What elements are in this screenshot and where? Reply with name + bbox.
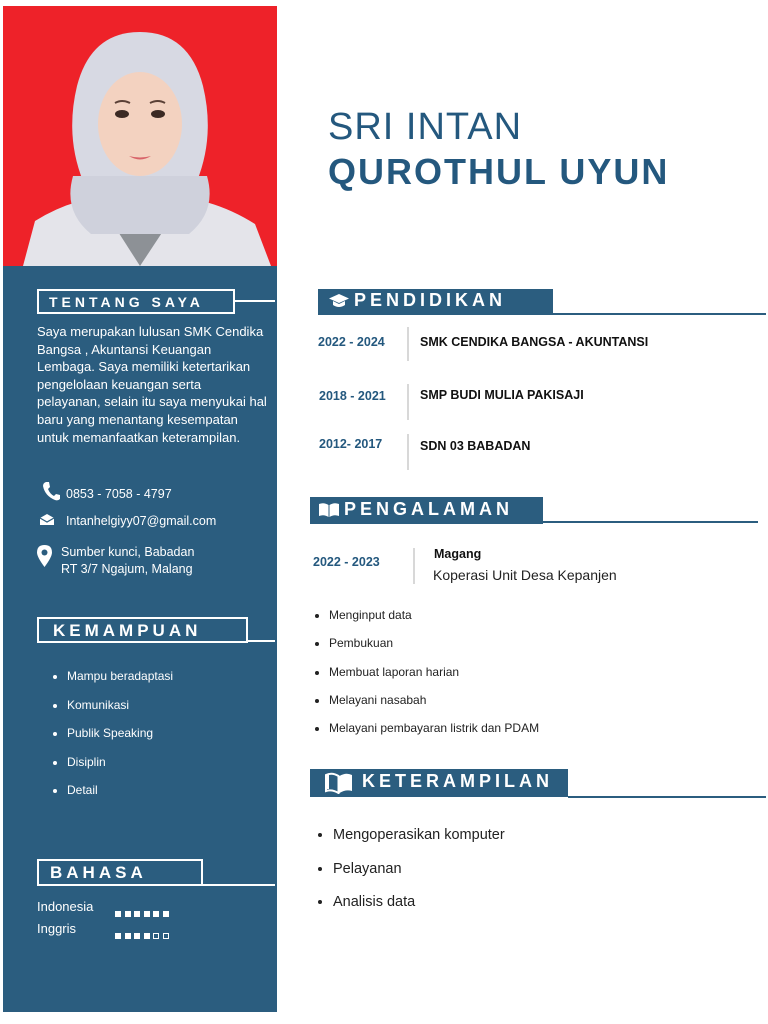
language-name: Inggris <box>37 921 77 936</box>
level-dot <box>115 933 121 939</box>
education-heading-line <box>553 313 766 315</box>
open-book-icon <box>325 772 353 794</box>
phone-icon <box>42 481 60 501</box>
list-item: • Detail <box>67 781 173 810</box>
education-years: 2012- 2017 <box>319 437 383 451</box>
education-years: 2022 - 2024 <box>318 335 385 349</box>
level-dot <box>144 933 150 939</box>
experience-role: Magang <box>434 547 482 561</box>
abilities-title: KEMAMPUAN <box>53 621 202 640</box>
profile-photo <box>3 6 277 266</box>
list-item: • Menginput data <box>329 606 539 634</box>
level-dot <box>134 911 140 917</box>
list-item: • Melayani pembayaran listrik dan PDAM <box>329 719 539 747</box>
education-school: SMP BUDI MULIA PAKISAJI <box>420 388 584 402</box>
language-level-indonesia <box>115 904 172 922</box>
address <box>61 544 194 578</box>
last-name: QUROTHUL UYUN <box>328 151 670 192</box>
list-item: • Disiplin <box>67 753 173 782</box>
level-dot-empty <box>153 933 159 939</box>
graduation-cap-icon <box>328 293 350 309</box>
education-title: PENDIDIKAN <box>354 290 507 310</box>
list-item: • Mengoperasikan komputer <box>333 825 505 859</box>
level-dot <box>153 911 159 917</box>
education-school: SMK CENDIKA BANGSA - AKUNTANSI <box>420 335 649 349</box>
email-address: Intanhelgiyy07@gmail.com <box>66 514 217 528</box>
education-heading <box>318 289 553 315</box>
timeline-divider <box>407 384 409 420</box>
experience-task-list <box>312 606 539 747</box>
language-level-inggris <box>115 926 172 944</box>
education-years: 2018 - 2021 <box>319 389 386 403</box>
experience-heading-line <box>543 521 758 523</box>
list-item: • Melayani nasabah <box>329 691 539 719</box>
experience-title: PENGALAMAN <box>344 499 513 519</box>
email-icon <box>39 513 55 526</box>
about-heading <box>37 289 235 314</box>
language-name: Indonesia <box>37 899 94 914</box>
list-item: • Mampu beradaptasi <box>67 667 173 696</box>
education-school: SDN 03 BABADAN <box>420 439 531 453</box>
level-dot <box>125 911 131 917</box>
level-dot <box>163 911 169 917</box>
first-name: SRI INTAN <box>328 106 523 148</box>
list-item: • Komunikasi <box>67 696 173 725</box>
about-text: Saya merupakan lulusan SMK Cendika Bangsa , Akuntansi Keuangan Lembaga. Saya memiliki ketertarikan pengelolaan keuangan serta pelayanan, selain itu saya menyukai hal baru yang menantang kesempatan untuk memanfaatkan keterampilan. <box>37 324 267 445</box>
phone-number: 0853 - 7058 - 4797 <box>66 487 172 501</box>
timeline-divider <box>413 548 415 584</box>
timeline-divider <box>407 434 409 470</box>
list-item: • Analisis data <box>333 892 505 926</box>
languages-heading-line <box>203 884 275 886</box>
level-dot <box>125 933 131 939</box>
address-line-2: RT 3/7 Ngajum, Malang <box>61 562 193 576</box>
level-dot-empty <box>163 933 169 939</box>
abilities-list <box>50 667 173 810</box>
list-item: • Pembukuan <box>329 634 539 662</box>
experience-heading <box>310 497 543 524</box>
location-pin-icon <box>37 545 52 567</box>
about-title: TENTANG SAYA <box>49 294 204 310</box>
list-item: • Pelayanan <box>333 859 505 893</box>
skills-list <box>316 825 505 926</box>
address-line-1: Sumber kunci, Babadan <box>61 545 195 559</box>
experience-years: 2022 - 2023 <box>313 555 380 569</box>
about-heading-line <box>235 300 275 302</box>
skills-heading-line <box>568 796 766 798</box>
abilities-heading <box>37 617 248 643</box>
list-item: • Publik Speaking <box>67 724 173 753</box>
timeline-divider <box>407 327 409 361</box>
abilities-heading-line <box>248 640 275 642</box>
skills-title: KETERAMPILAN <box>362 771 553 791</box>
languages-heading <box>37 859 203 886</box>
list-item: • Membuat laporan harian <box>329 663 539 691</box>
book-icon <box>318 502 340 518</box>
languages-title: BAHASA <box>50 863 147 882</box>
level-dot <box>144 911 150 917</box>
experience-company: Koperasi Unit Desa Kepanjen <box>433 567 617 583</box>
level-dot <box>115 911 121 917</box>
level-dot <box>134 933 140 939</box>
